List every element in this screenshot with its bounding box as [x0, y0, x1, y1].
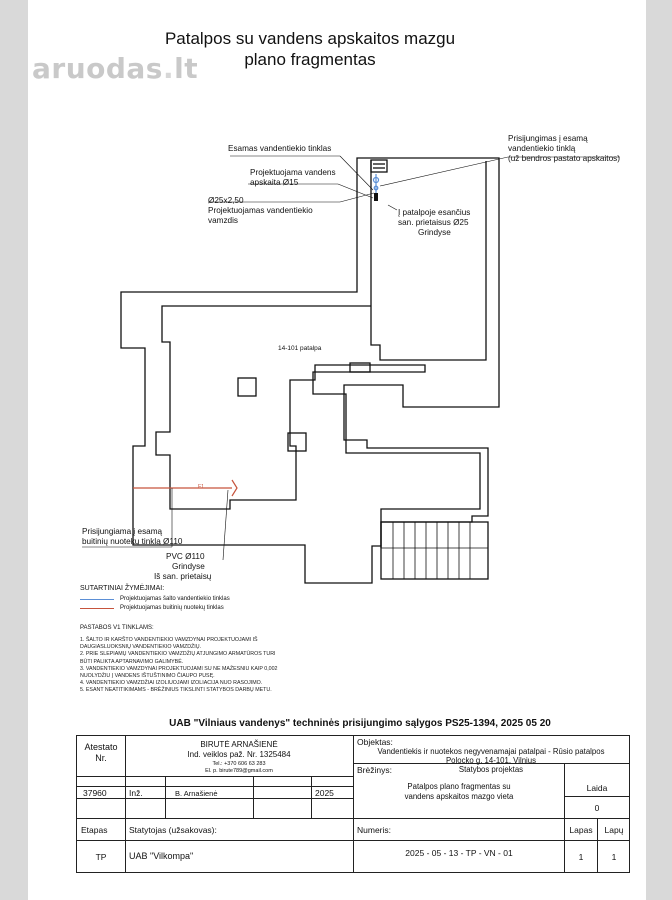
label-pipe-line2: Projektuojamas vandentiekio	[208, 206, 313, 215]
leader-lines	[82, 156, 620, 560]
title-line-1: Patalpos su vandens apskaitos mazgu	[164, 29, 456, 48]
label-sewer-line1: Prisijungiama į esamą	[82, 527, 163, 536]
lapu-value: 1	[611, 852, 617, 862]
label-connect-line2: vandentiekio tinklą	[508, 144, 576, 153]
brezinys-line2: vandens apskaitos mazgo vieta	[404, 792, 514, 801]
objektas-line3: Statybos projektas	[458, 765, 524, 774]
numeris-value: 2025 - 05 - 13 - TP - VN - 01	[405, 848, 513, 858]
sewer-pipe	[133, 480, 237, 496]
label-connect-line1: Prisijungimas į esamą	[508, 134, 588, 143]
label-pvc-line3: Iš san. prietaisų	[154, 572, 212, 581]
legend-sewer-swatch	[80, 608, 114, 609]
legend-item-sewer	[80, 605, 224, 611]
title-line-2: plano fragmentas	[244, 50, 376, 69]
label-meter-line2: apskaita Ø15	[250, 178, 299, 187]
note-line: BŪTI PALIKTA APTARNAVIMO GALIMYBĖ.	[80, 658, 184, 665]
laida-label: Laida	[586, 783, 608, 793]
author-tel: Tel.: +370 606 63 283	[212, 761, 266, 767]
lapu-label: Lapų	[604, 825, 624, 835]
note-line: 4. VANDENTIEKIO VAMZDŽIAI IZOLIUOJAMI IZOLIACIJA NUO RASOJIMO.	[80, 680, 263, 687]
brezinys-label: Brėžinys:	[357, 765, 392, 775]
room-label: 14-101 patalpa	[278, 345, 322, 352]
objektas-line1: Vandentiekis ir nuotekos negyvenamajai patalpai - Rūsio patalpos	[377, 747, 605, 756]
brezinys-line1: Patalpos plano fragmentas su	[407, 782, 511, 791]
author-license: Ind. veiklos paž. Nr. 1325484	[187, 750, 291, 759]
author-name: BIRUTĖ ARNAŠIENĖ	[200, 740, 278, 749]
role: Inž.	[129, 788, 143, 798]
staircase	[381, 522, 488, 579]
signer: B. Arnašienė	[175, 789, 218, 798]
numeris-label: Numeris:	[357, 825, 392, 835]
lapas-label: Lapas	[569, 825, 593, 835]
pipe-tag: F1	[198, 484, 205, 490]
title-block	[76, 735, 630, 873]
note-line: DAUGIASLUOKSNIŲ VANDENTIEKIO VAMZDŽIŲ.	[80, 644, 202, 651]
legend-item-water	[80, 596, 230, 602]
statytojas-value: UAB "Vilkompa"	[129, 851, 194, 861]
atestato-label: Atestato Nr.	[84, 742, 118, 763]
column-1	[238, 378, 256, 396]
top-niche	[371, 160, 387, 172]
label-fixtures-line2: san. prietaisus Ø25	[398, 218, 469, 227]
legend-title: SUTARTINIAI ŽYMĖJIMAI:	[80, 585, 165, 592]
etapas-label: Etapas	[81, 825, 108, 835]
objektas-line2: Polocko g. 14-101, Vilnius	[445, 756, 536, 765]
technical-conditions-line: UAB "Vilniaus vandenys" techninės prisijungimo sąlygos PS25-1394, 2025 05 20	[169, 718, 551, 729]
note-line: 3. VANDENTIEKIO VAMZDYNAI PROJEKTUOJAMI SU NE MAŽESNIU KAIP 0,002	[80, 665, 278, 672]
label-existing-water: Esamas vandentiekio tinklas	[228, 144, 332, 153]
note-line: 5. ESANT NEATITIKIMAMS - BRĖŽINIUS TIKSLINTI STATYBOS DARBŲ METU.	[80, 687, 272, 694]
etapas-value: TP	[95, 852, 107, 862]
statytojas-label: Statytojas (užsakovas):	[129, 825, 217, 835]
water-meter-icon	[374, 193, 378, 201]
stair-treads	[381, 522, 488, 579]
legend-water-swatch	[80, 599, 114, 600]
legend-water-label: Projektuojamas šalto vandentiekio tinklas	[120, 596, 230, 602]
notes-list	[80, 637, 278, 695]
aruodas-watermark: aruodas.lt	[32, 52, 199, 85]
lapas-value: 1	[578, 852, 584, 862]
label-fixtures-line1: Į patalpoje esančius	[398, 208, 471, 217]
label-connect-line3: (už bendros pastato apskaitos)	[508, 154, 620, 163]
label-meter-line1: Projektuojama vandens	[250, 168, 336, 177]
notes-title: PASTABOS V1 TINKLAMS:	[80, 625, 154, 631]
label-pvc-line1: PVC Ø110	[166, 552, 205, 561]
label-pipe-line1: Ø25x2,50	[208, 196, 244, 205]
label-sewer-line2: buitinių nuotekų tinklą Ø110	[82, 537, 183, 546]
legend-sewer-label: Projektuojamas buitinių nuotekų tinklas	[120, 605, 224, 611]
objektas-label: Objektas:	[357, 737, 393, 747]
label-pvc-line2: Grindyse	[172, 562, 205, 571]
note-line: 2. PRIE SLEPIAMŲ VANDENTIEKIO VAMZDŽIŲ ATJUNGIMO ARMATŪROS TURI	[80, 651, 276, 658]
label-fixtures-line3: Grindyse	[418, 228, 451, 237]
author-email: El. p. birute789@gmail.com	[205, 768, 273, 774]
laida-value: 0	[594, 803, 600, 813]
note-line: NUOLYDŽIU Į VANDENS IŠTUŠTINIMO ČIAUPO PUSĘ.	[80, 673, 215, 680]
year: 2025	[315, 788, 334, 798]
note-line: 1. ŠALTO IR KARŠTO VANDENTIEKIO VAMZDYNAI PROJEKTUOJAMI IŠ	[80, 637, 258, 643]
atestato-number: 37960	[83, 788, 107, 798]
label-pipe-line3: vamzdis	[208, 216, 239, 225]
column-2	[288, 433, 306, 451]
